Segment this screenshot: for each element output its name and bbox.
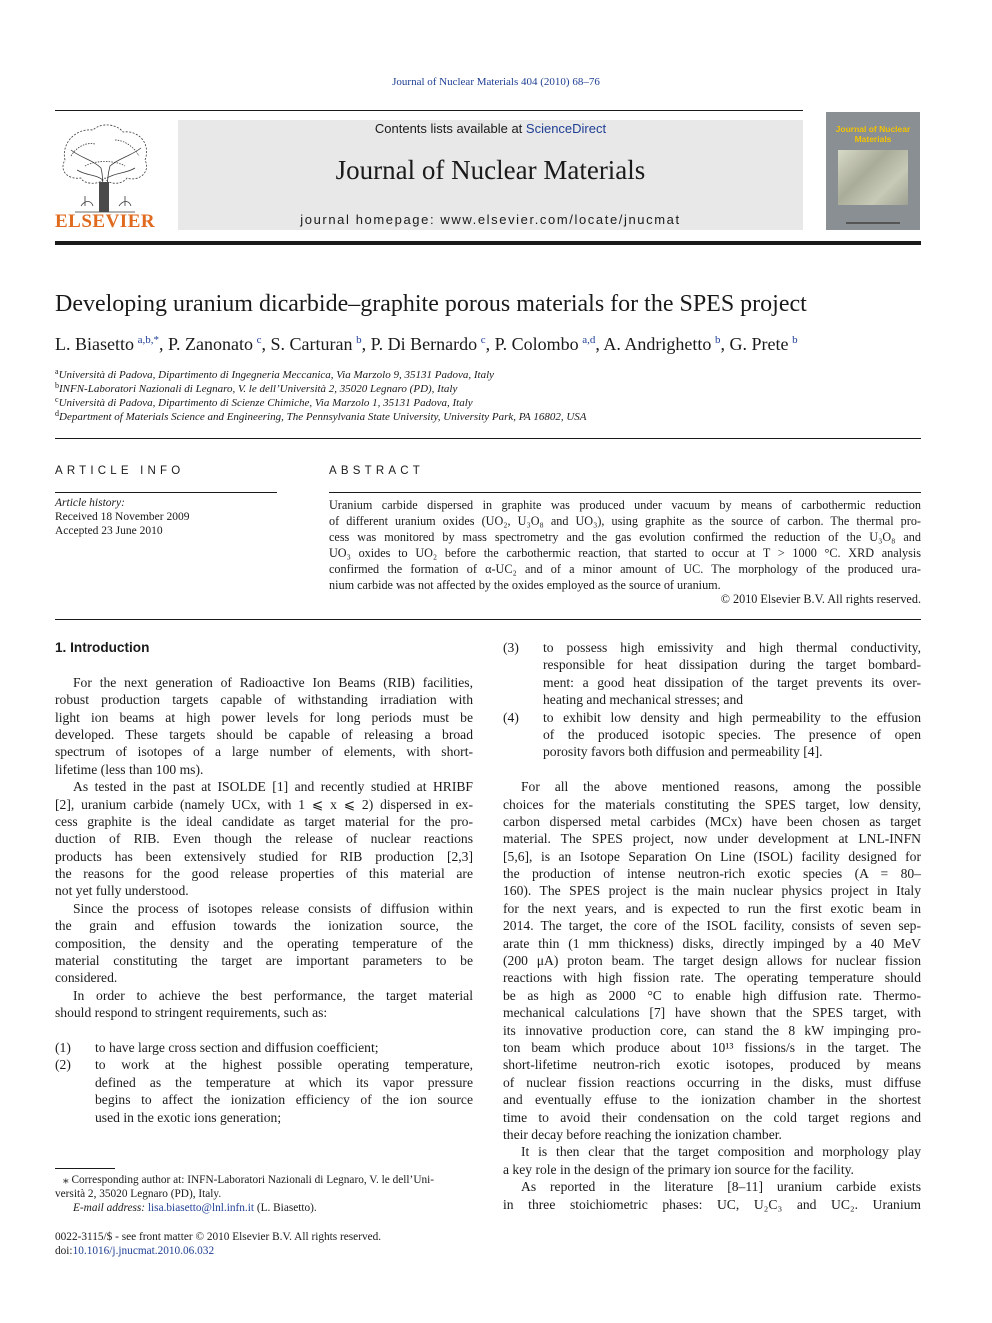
email-label: E-mail address: bbox=[73, 1202, 146, 1214]
affiliation-b: $^b$INFN-Laboratori Nazionali di Legnaro, V. le dell’Università 2, 35020 Legnaro (PD), Italy bbox=[55, 381, 458, 395]
body-text-line: products has been extensively studied for RIB production [2,3] bbox=[55, 848, 473, 864]
list-item-number: (3) bbox=[503, 640, 519, 655]
list-item-line: responsible for heat dissipation during the target bombard- bbox=[543, 657, 921, 673]
body-text-line: In order to achieve the best performance, the target material bbox=[73, 987, 473, 1003]
requirement-list-item bbox=[503, 639, 921, 709]
paragraph-gap bbox=[55, 656, 473, 673]
list-item-text bbox=[543, 639, 921, 709]
cover-image bbox=[838, 150, 908, 205]
article-title: Developing uranium dicarbide–graphite porous materials for the SPES project bbox=[55, 291, 807, 317]
body-text-line: [5,6], is an Isotope Separation On Line (ISOL) facility designed for bbox=[503, 848, 921, 864]
list-item-line: ment: a good heat dissipation of the target prevents its over- bbox=[543, 674, 921, 690]
body-text-line: material. The SPES project, now under development at LNL-INFN bbox=[503, 831, 921, 847]
journal-cover-thumbnail[interactable] bbox=[826, 112, 920, 230]
corresponding-author-note bbox=[55, 1173, 473, 1215]
author-name[interactable]: P. Zanonato bbox=[168, 334, 253, 354]
body-text-line: [2], uranium carbide (namely UCx, with 1 ⩽ x ⩽ 2) dispersed in ex- bbox=[55, 796, 473, 812]
list-item-number: (1) bbox=[55, 1040, 71, 1055]
author-separator: , bbox=[361, 334, 371, 354]
author-affiliation-mark: a,d bbox=[582, 334, 596, 346]
body-text-line: material constituting the target are important parameters to be bbox=[55, 953, 473, 969]
contents-prefix: Contents lists available at bbox=[374, 121, 526, 136]
abstract-text bbox=[329, 497, 921, 593]
section-heading-introduction: 1. Introduction bbox=[55, 640, 150, 655]
body-text-line: and eventually effuse to the ionization chamber in the shortest bbox=[503, 1092, 921, 1108]
body-text-line: robust production targets capable of withstanding irradiation with bbox=[55, 692, 473, 708]
list-item-line: to exhibit low density and high permeability to the effusion bbox=[543, 709, 921, 725]
elsevier-wordmark: ELSEVIER bbox=[55, 211, 156, 232]
abstract-line: nium carbide was not affected by the oxides employed as the source of uranium. bbox=[329, 578, 721, 592]
body-text-line: the grain and effusion towards the ionization source, the bbox=[55, 918, 473, 934]
author-affiliation-mark: c bbox=[256, 334, 262, 346]
list-item-line: begins to affect the ionization efficiency of the ion source bbox=[95, 1092, 473, 1108]
sciencedirect-link[interactable]: ScienceDirect bbox=[525, 121, 607, 136]
abstract-line: Uranium carbide dispersed in graphite was produced under vacuum by means of carbothermic reduction bbox=[329, 498, 921, 512]
body-text-line: 2014. The target, the core of the ISOL facility, consists of seven sep- bbox=[503, 918, 921, 934]
author-affiliation-mark: b bbox=[356, 334, 362, 346]
abstract-heading: ABSTRACT bbox=[329, 465, 424, 477]
requirement-list-item bbox=[55, 1039, 473, 1056]
abstract-line: of different uranium oxides (UO₂, U₃O₈ and UO₃), using graphite as the source of carbon. The thermal pro- bbox=[329, 514, 921, 528]
author-list bbox=[55, 334, 935, 355]
doi-link[interactable]: 10.1016/j.jnucmat.2010.06.032 bbox=[72, 1245, 215, 1257]
body-text-line: It is then clear that the target composition and morphology play bbox=[521, 1144, 921, 1160]
body-text-line: its innovative production core, can stand the 8 kW impinging pro- bbox=[503, 1022, 921, 1038]
author-name[interactable]: P. Colombo bbox=[494, 334, 579, 354]
abstract-copyright: © 2010 Elsevier B.V. All rights reserved. bbox=[720, 592, 921, 606]
cover-title: Journal of Nuclear Materials bbox=[835, 124, 911, 144]
body-text-line: cess graphite is the ideal candidate as target material for the pro- bbox=[55, 813, 473, 829]
author-name[interactable]: P. Di Bernardo bbox=[370, 334, 478, 354]
body-text-line: not yet fully understood. bbox=[55, 883, 189, 899]
author-separator: , bbox=[485, 334, 495, 354]
list-item-line: to possess high emissivity and high thermal conductivity, bbox=[543, 640, 921, 655]
cover-footer-mark bbox=[846, 222, 900, 224]
running-head[interactable]: Journal of Nuclear Materials 404 (2010) 68–76 bbox=[392, 76, 600, 88]
author-separator: , bbox=[595, 334, 604, 354]
list-item-line: defined as the temperature at which its vapor pressure bbox=[95, 1074, 473, 1090]
list-item-line: heating and mechanical stresses; and bbox=[543, 692, 744, 708]
affiliation-a: $^a$Università di Padova, Dipartimento di Ingegneria Meccanica, Via Marzolo 9, 35131 Padova, Italy bbox=[55, 367, 495, 381]
body-text-line: spectrum of isotopes of a large number of elements, with short- bbox=[55, 744, 473, 760]
author-name[interactable]: G. Prete bbox=[729, 334, 789, 354]
requirement-list-item bbox=[55, 1056, 473, 1126]
abstract-bottom-rule bbox=[55, 619, 921, 620]
author-affiliation-mark: c bbox=[480, 334, 486, 346]
article-info-heading: ARTICLE INFO bbox=[55, 465, 185, 477]
header-thick-rule bbox=[55, 241, 921, 245]
body-column-right bbox=[503, 639, 921, 1213]
abstract-rule bbox=[329, 492, 921, 493]
body-text-line: (200 μA) proton beam. The target design allows for nuclear fission bbox=[503, 953, 921, 969]
list-item-number: (4) bbox=[503, 709, 519, 725]
body-text-line: their decay before reaching the ionization chamber. bbox=[503, 1126, 782, 1142]
list-item-text bbox=[543, 709, 921, 761]
list-item-line: of the produced isotopic species. The presence of open bbox=[543, 726, 921, 742]
abstract-line: confirmed the formation of α-UC₂ and of a minor amount of UC. The morphology of the produced ura- bbox=[329, 562, 921, 576]
author-name[interactable]: A. Andrighetto bbox=[603, 334, 712, 354]
body-text-line: ton beam which produce about 10¹³ fissions/s in the target. The bbox=[503, 1039, 921, 1055]
abstract-line: UO₃ oxides to UO₂ before the carbothermic reaction, that started to occur at T > 1000 °C. XRD analysis bbox=[329, 546, 921, 560]
doi-line bbox=[55, 1245, 214, 1257]
abstract-line: cess was monitored by mass spectrometry and the gas evolution confirmed the reduction of the U₃O₈ and bbox=[329, 530, 921, 544]
header-top-rule bbox=[55, 110, 803, 111]
body-text-line: 160). The SPES project is the main nuclear physics project in Italy bbox=[503, 883, 921, 899]
body-text-line: As tested in the past at ISOLDE [1] and recently studied at HRIBF bbox=[73, 779, 473, 795]
contents-line bbox=[178, 121, 803, 136]
list-item-line: porosity favors both diffusion and permeability [4]. bbox=[543, 744, 823, 760]
list-gap bbox=[503, 761, 921, 778]
body-text-line: arate thin (1 mm thickness) disks, directly impinged by a 40 MeV bbox=[503, 935, 921, 951]
email-owner: (L. Biasetto). bbox=[256, 1202, 317, 1214]
body-text-line: composition, the density and the operating temperature of the bbox=[55, 935, 473, 951]
body-text-line: should respond to stringent requirements, such as: bbox=[55, 1005, 328, 1021]
article-info-rule bbox=[55, 492, 277, 493]
author-affiliation-mark: a,b,* bbox=[137, 334, 159, 346]
affiliation-d: $^d$Department of Materials Science and Engineering, The Pennsylvania State University, University Park, PA 16802, USA bbox=[55, 409, 587, 423]
affiliation-c: $^c$Università di Padova, Dipartimento di Scienze Chimiche, Via Marzolo 1, 35131 Padova, Italy bbox=[55, 395, 473, 409]
article-history-label: Article history: bbox=[55, 497, 125, 509]
list-gap bbox=[55, 1022, 473, 1039]
author-separator: , bbox=[159, 334, 168, 354]
list-item-text bbox=[95, 1056, 473, 1126]
body-text-line: developed. These targets should be capable of releasing a broad bbox=[55, 726, 473, 742]
author-name[interactable]: L. Biasetto bbox=[55, 334, 134, 354]
corresponding-line-1: ⁎ Corresponding author at: INFN-Laboratori Nazionali di Legnaro, V. le dell’Uni- bbox=[63, 1174, 435, 1186]
body-text-line: a key role in the design of the primary ion source for the facility. bbox=[503, 1161, 854, 1177]
received-date: Received 18 November 2009 bbox=[55, 511, 190, 523]
email-link[interactable]: lisa.biasetto@lnl.infn.it bbox=[147, 1202, 254, 1214]
body-text-line: of nuclear fission reactions occurring in the disks, must diffuse bbox=[503, 1074, 921, 1090]
affiliation-rule bbox=[55, 438, 921, 439]
list-item-text bbox=[95, 1039, 473, 1056]
corresponding-line-2: versità 2, 35020 Legnaro (PD), Italy. bbox=[55, 1188, 222, 1200]
requirement-list-item bbox=[503, 709, 921, 761]
author-separator: , bbox=[261, 334, 271, 354]
body-text-line: short-lifetime neutron-rich exotic isotopes, produced by means bbox=[503, 1057, 921, 1073]
author-separator: , bbox=[720, 334, 730, 354]
journal-homepage[interactable]: journal homepage: www.elsevier.com/locate/jnucmat bbox=[300, 212, 681, 227]
list-item-line: to work at the highest possible operating temperature, bbox=[95, 1057, 473, 1073]
list-item-line: used in the exotic ions generation; bbox=[95, 1109, 282, 1125]
body-text-line: the production of intense neutron-rich exotic species (A = 80– bbox=[503, 866, 921, 882]
doi-prefix: doi: bbox=[55, 1245, 73, 1257]
body-text-line: reactions with high fission rate. The operating temperature should bbox=[503, 970, 921, 986]
list-item-line: to have large cross section and diffusion coefficient; bbox=[95, 1040, 379, 1055]
author-name[interactable]: S. Carturan bbox=[270, 334, 353, 354]
body-text-line: light ion beams at high power levels for long periods must be bbox=[55, 709, 473, 725]
body-text-line: considered. bbox=[55, 970, 118, 986]
email-line bbox=[55, 1201, 473, 1215]
body-text-line: mechanical calculations [7] have shown that the SPES target, with bbox=[503, 1005, 921, 1021]
body-text-line: for the next years, and is expected to run the first exotic beam in bbox=[503, 900, 921, 916]
author-affiliation-mark: b bbox=[715, 334, 721, 346]
body-text-line: in three stoichiometric phases: UC, U₂C₃ and UC₂. Uranium bbox=[503, 1196, 921, 1212]
body-text-line: As reported in the literature [8–11] uranium carbide exists bbox=[521, 1179, 921, 1195]
body-text-line: lifetime (less than 100 ms). bbox=[55, 761, 204, 777]
body-text-line: duction of RIB. Even though the release of nuclear reactions bbox=[55, 831, 473, 847]
body-text-line: time to avoid their condensation on the cold target regions and bbox=[503, 1109, 921, 1125]
body-column-left bbox=[55, 639, 473, 1126]
footnote-rule bbox=[55, 1168, 115, 1169]
body-text-line: be as high as 2000 °C to enable high diffusion rate. Thermo- bbox=[503, 987, 921, 1003]
body-text-line: choices for the materials constituting the SPES target, low density, bbox=[503, 796, 921, 812]
body-text-line: Since the process of isotopes release consists of diffusion within bbox=[73, 900, 473, 916]
body-text-line: For all the above mentioned reasons, among the possible bbox=[521, 779, 921, 795]
body-text-line: the reasons for the good release properties of this material are bbox=[55, 866, 473, 882]
accepted-date: Accepted 23 June 2010 bbox=[55, 525, 163, 537]
body-text-line: carbon dispersed metal carbides (MCx) have been chosen as target bbox=[503, 813, 921, 829]
body-text-line: For the next generation of Radioactive Ion Beams (RIB) facilities, bbox=[73, 674, 473, 690]
author-affiliation-mark: b bbox=[792, 334, 798, 346]
list-item-number: (2) bbox=[55, 1057, 71, 1073]
journal-title: Journal of Nuclear Materials bbox=[335, 155, 646, 185]
issn-line: 0022-3115/$ - see front matter © 2010 Elsevier B.V. All rights reserved. bbox=[55, 1231, 382, 1243]
